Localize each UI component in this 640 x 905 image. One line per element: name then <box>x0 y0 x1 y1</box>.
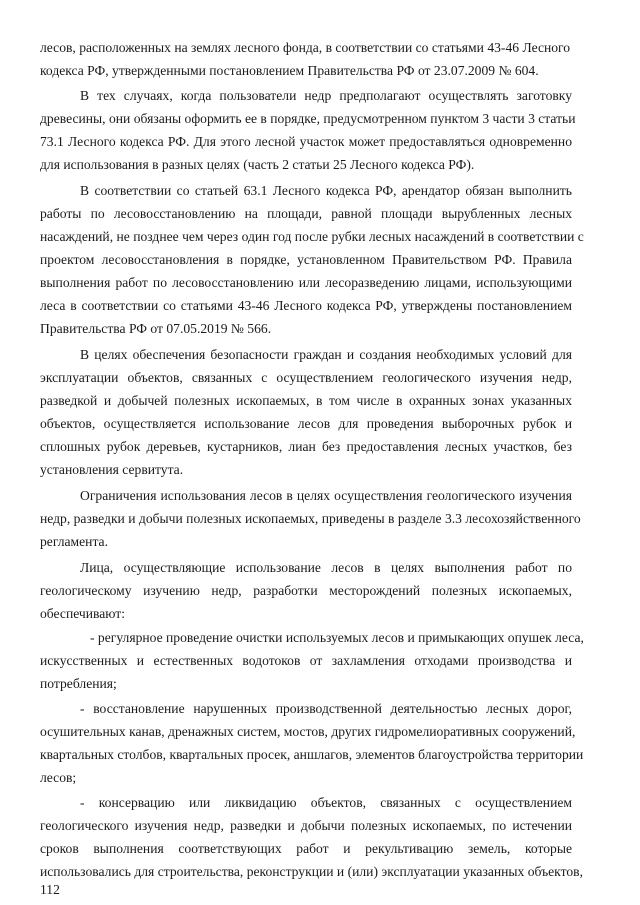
text-line: осушительных канав, дренажных систем, мостов, других гидромелиоративных сооружений, <box>40 724 576 739</box>
text-line: - консервацию или ликвидацию объектов, связанных с осуществлением <box>80 795 572 810</box>
text-line: Правительства РФ от 07.05.2019 № 566. <box>40 321 272 336</box>
text-line: кодекса РФ, утвержденными постановлением Правительства РФ от 23.07.2009 № 604. <box>40 63 539 78</box>
text-line: В целях обеспечения безопасности граждан и создания необходимых условий для <box>80 347 572 362</box>
text-line: лесов; <box>40 770 77 785</box>
text-line: работы по лесовосстановлению на площади, равной площади вырубленных лесных <box>40 206 572 221</box>
text-line: лесов, расположенных на землях лесного фонда, в соответствии со статьями 43-46 Лесного <box>40 40 571 55</box>
text-line: насаждений, не позднее чем через один год после рубки лесных насаждений в соответствии с <box>40 229 584 244</box>
text-line: В тех случаях, когда пользователи недр предполагают осуществлять заготовку <box>80 88 572 103</box>
text-line: Лица, осуществляющие использование лесов в целях выполнения работ по <box>80 560 572 575</box>
page-number: 112 <box>40 882 60 897</box>
text-line: проектом лесовосстановления в порядке, установленном Правительством РФ. Правила <box>40 252 572 267</box>
text-line: 73.1 Лесного кодекса РФ. Для этого лесной участок может предоставляться одновременно <box>40 134 572 149</box>
text-line: древесины, они обязаны оформить ее в порядке, предусмотренном пунктом 3 части 3 статьи <box>40 111 576 126</box>
text-line: геологическому изучению недр, разработки месторождений полезных ископаемых, <box>40 583 572 598</box>
text-line: сроков выполнения соответствующих работ и рекультивацию земель, которые <box>40 841 572 856</box>
text-line: недр, разведки и добычи полезных ископаемых, приведены в разделе 3.3 лесохозяйственного <box>40 511 581 526</box>
text-line: обеспечивают: <box>40 606 125 621</box>
text-line: эксплуатации объектов, связанных с осуществлением геологического изучения недр, <box>40 370 572 385</box>
text-line: регламента. <box>40 534 108 549</box>
text-line: установления сервитута. <box>40 462 184 477</box>
text-line: потребления; <box>40 676 117 691</box>
text-line: - восстановление нарушенных производственной деятельностью лесных дорог, <box>80 701 572 716</box>
text-line: искусственных и естественных водотоков от захламления отходами производства и <box>40 653 572 668</box>
text-line: сплошных рубок деревьев, кустарников, лиан без предоставления лесных участков, без <box>40 439 572 454</box>
text-line: использовались для строительства, реконструкции и (или) эксплуатации указанных объектов, <box>40 864 583 879</box>
text-line: геологического изучения недр, разведки и добычи полезных ископаемых, по истечении <box>40 818 572 833</box>
text-line: Ограничения использования лесов в целях осуществления геологического изучения <box>80 488 572 503</box>
text-line: квартальных столбов, квартальных просек, аншлагов, элементов благоустройства территории <box>40 747 584 762</box>
text-line: для использования в разных целях (часть 2 статьи 25 Лесного кодекса РФ). <box>40 157 475 172</box>
text-line: В соответствии со статьей 63.1 Лесного кодекса РФ, арендатор обязан выполнить <box>80 183 572 198</box>
text-line: - регулярное проведение очистки используемых лесов и примыкающих опушек леса, <box>90 630 584 645</box>
text-line: объектов, осуществляется использование лесов для проведения выборочных рубок и <box>40 416 572 431</box>
text-line: разведкой и добычей полезных ископаемых, в том числе в охранных зонах указанных <box>40 393 572 408</box>
text-line: выполнения работ по лесовосстановлению или лесоразведению лицами, использующими <box>40 275 572 290</box>
text-line: леса в соответствии со статьями 43-46 Лесного кодекса РФ, утверждены постановлением <box>40 298 572 313</box>
